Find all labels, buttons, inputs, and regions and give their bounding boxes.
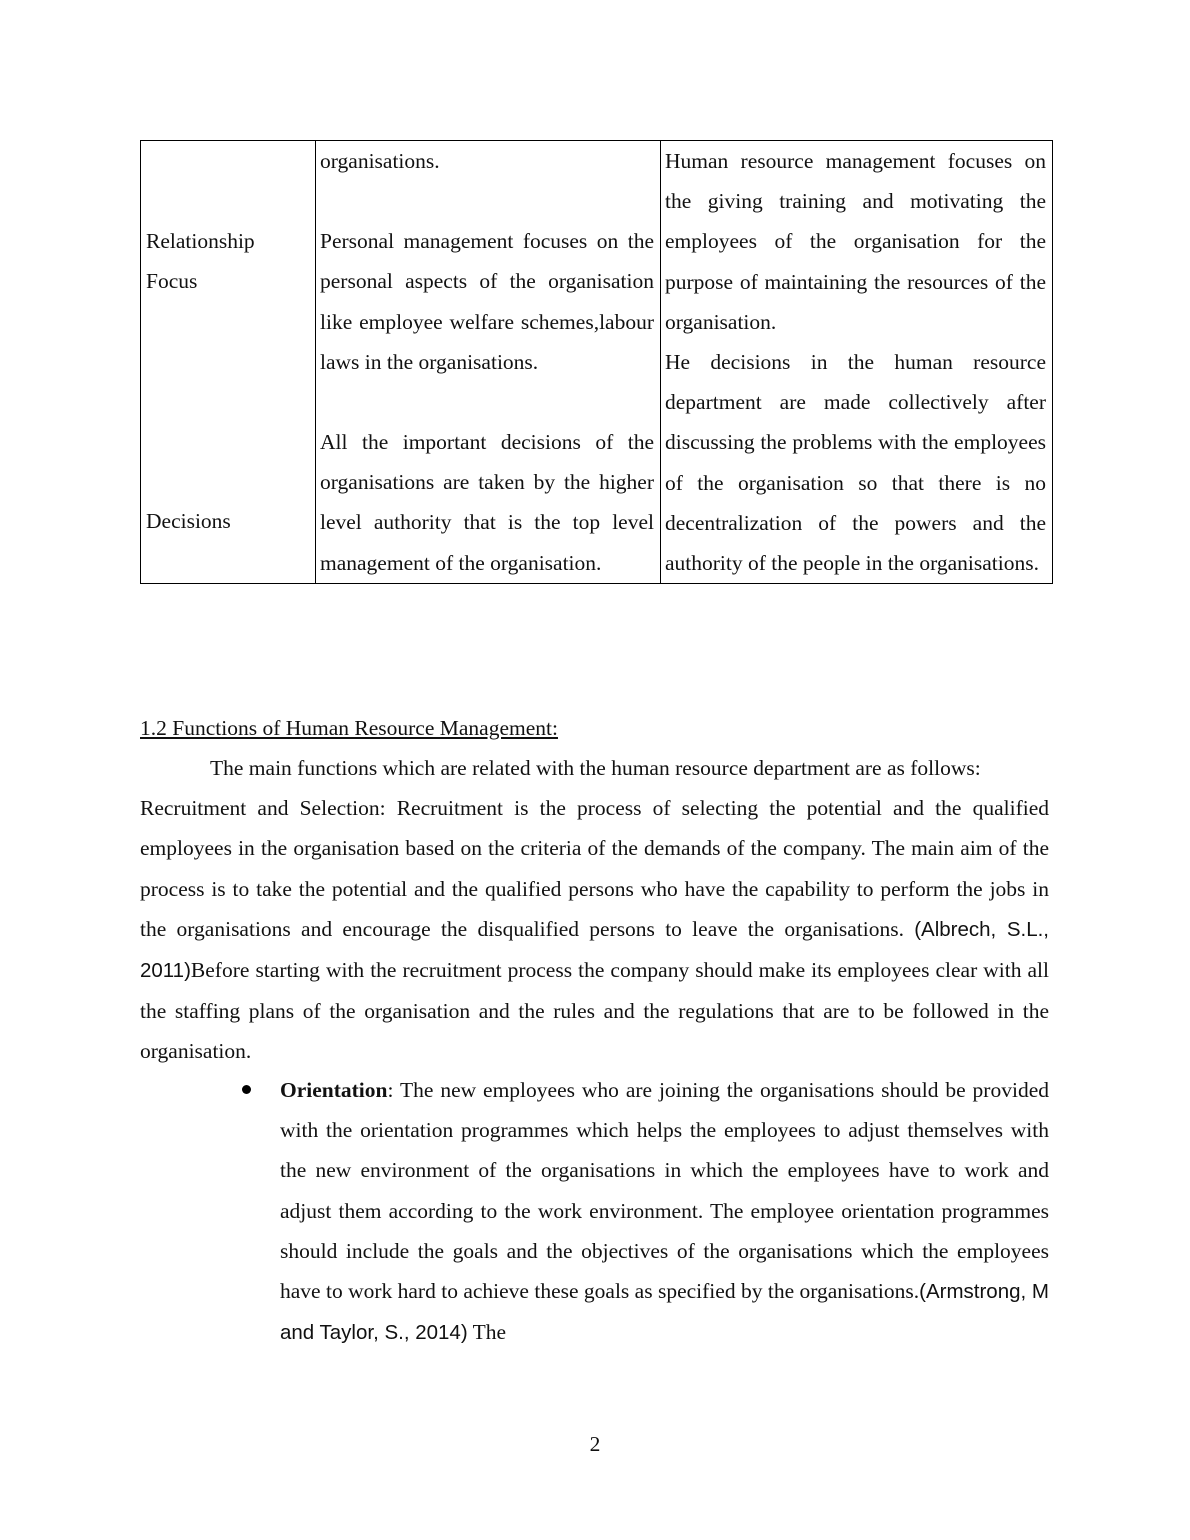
pm-decisions-text: All the important decisions of the organisations are taken by the higher level authority that is the top level management of the organisation. bbox=[320, 430, 654, 575]
hrm-decisions-text: He decisions in the human resource department are made collectively after discussing the problems with the employees of the organisation so that there is no decentralization of the powers and the authority of the people in the organisations. bbox=[665, 350, 1046, 576]
section-body bbox=[140, 748, 1049, 1072]
comparison-table bbox=[140, 140, 1053, 584]
table-cell bbox=[316, 141, 661, 584]
section-heading: 1.2 Functions of Human Resource Management: bbox=[140, 716, 558, 740]
focus-label: Focus bbox=[146, 269, 198, 294]
pm-relationship-focus-text: Personal management focuses on the personal aspects of the organisation like employee welfare schemes,labour laws in the organisations. bbox=[320, 229, 654, 374]
decisions-label: Decisions bbox=[146, 509, 231, 534]
table-row bbox=[141, 141, 1053, 584]
pm-previous-text: organisations. bbox=[320, 149, 440, 173]
hrm-relationship-focus-text: Human resource management focuses on the giving training and motivating the employees of the organisation for the purpose of maintaining the resources of the organisation. bbox=[665, 149, 1046, 334]
table-cell bbox=[661, 141, 1053, 584]
citation: (Albrech, S.L., 2011) bbox=[140, 917, 1049, 983]
table-cell bbox=[141, 141, 316, 584]
relationship-label: Relationship bbox=[146, 229, 255, 253]
bullet-icon bbox=[242, 1085, 251, 1094]
citation: (Armstrong, M and Taylor, S., 2014) bbox=[280, 1280, 1049, 1345]
intro-paragraph: The main functions which are related with the human resource department are as follows: bbox=[210, 756, 981, 780]
list-item: Orientation: The new employees who are joining the organisations should be provided with the orientation programmes which helps the employees to adjust themselves with the new environment of the organisations in which the employees have to work and adjust them according to the work environment. The employee orientation programmes should include the goals and the objectives of the organisations which the employees have to work hard to achieve these goals as specified by the organisations.(Armstrong, M and Taylor, S., 2014) The bbox=[280, 1070, 1049, 1353]
page-number: 2 bbox=[589, 1432, 601, 1456]
bullet-term: Orientation bbox=[280, 1078, 388, 1102]
recruitment-paragraph: Recruitment and Selection: Recruitment is the process of selecting the potential and the qualified employees in the organisation based on the criteria of the demands of the company. The main aim of the process is to take the potential and the qualified persons who have the capability to perform the jobs in the organisations and encourage the disqualified persons to leave the organisations. (Albrech, S.L., 2011)Before starting with the recruitment process the company should make its employees clear with all the staffing plans of the organisation and the rules and the regulations that are to be followed in the organisation. bbox=[140, 796, 1049, 1064]
